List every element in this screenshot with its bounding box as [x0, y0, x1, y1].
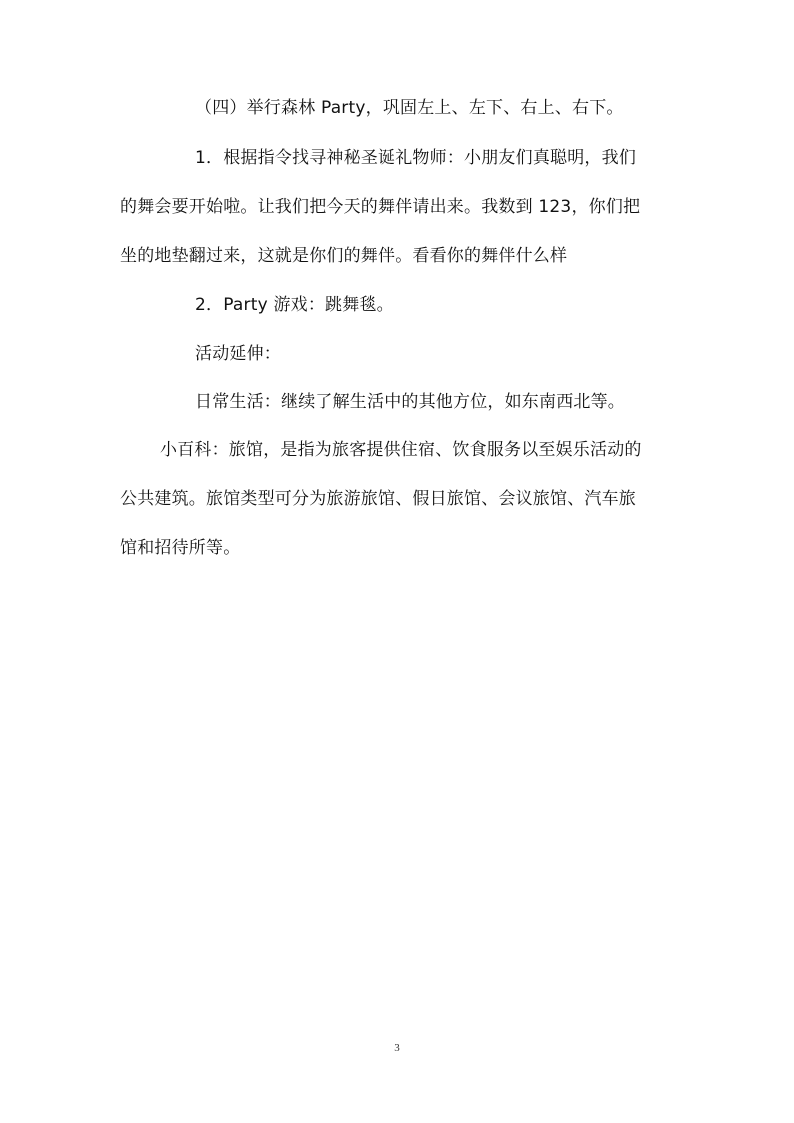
page-number: 3: [394, 1042, 400, 1054]
paragraph-line: 公共建筑。旅馆类型可分为旅游旅馆、假日旅馆、会议旅馆、汽车旅: [120, 489, 636, 509]
section-heading: （四）举行森林 Party，巩固左上、左下、右上、右下。: [195, 98, 624, 118]
paragraph-line: 2．Party 游戏：跳舞毯。: [195, 295, 394, 315]
paragraph-line: 1．根据指令找寻神秘圣诞礼物师：小朋友们真聪明，我们: [195, 148, 637, 168]
paragraph-line: 的舞会要开始啦。让我们把今天的舞伴请出来。我数到 123，你们把: [120, 197, 641, 217]
paragraph-line: 小百科：旅馆，是指为旅客提供住宿、饮食服务以至娱乐活动的: [160, 440, 642, 460]
paragraph-line: 馆和招待所等。: [120, 538, 241, 558]
paragraph-line: 日常生活：继续了解生活中的其他方位，如东南西北等。: [195, 392, 625, 412]
paragraph-line: 坐的地垫翻过来，这就是你们的舞伴。看看你的舞伴什么样: [120, 246, 568, 266]
subheading: 活动延伸：: [195, 344, 281, 364]
